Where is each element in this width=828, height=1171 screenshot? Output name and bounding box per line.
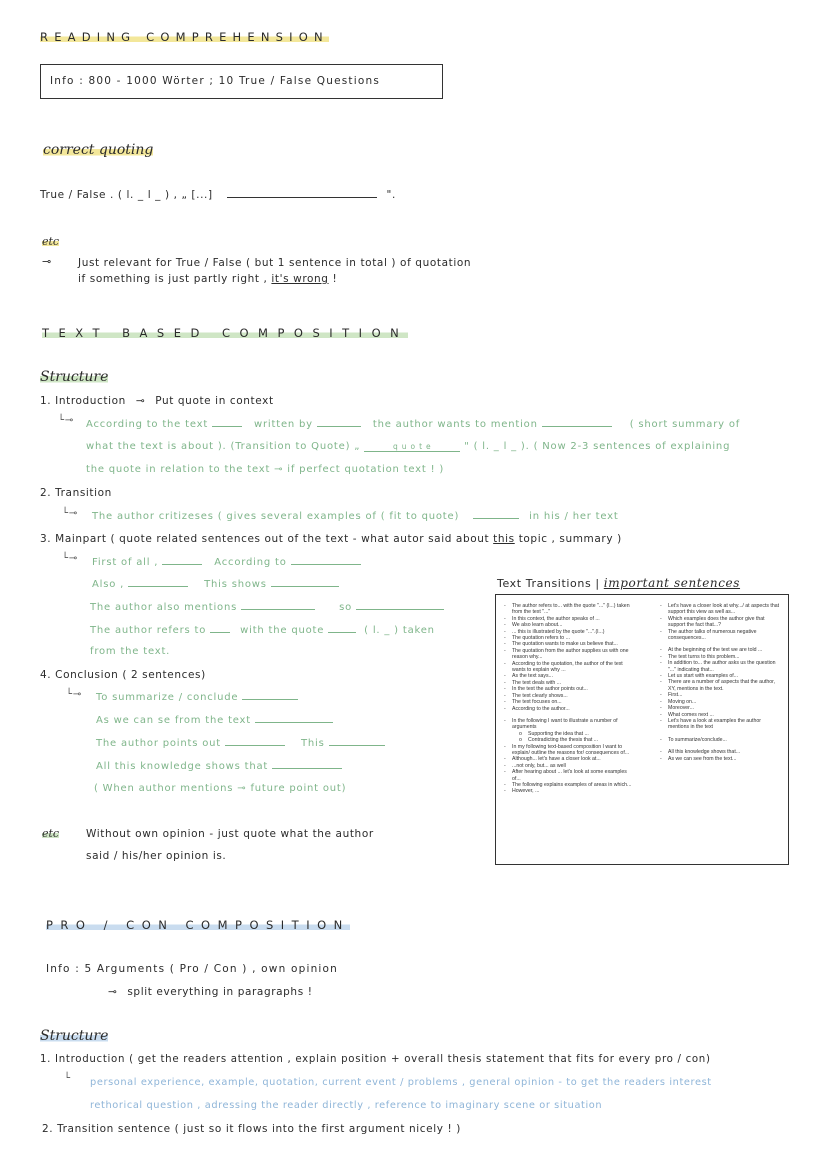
blank <box>162 556 202 565</box>
tbc-main-g5: from the text. <box>90 646 171 657</box>
tbc-intro-note: Put quote in context <box>155 395 274 407</box>
reading-etc-line1: Just relevant for True / False ( but 1 sentence in total ) of quotation <box>78 257 472 269</box>
reading-etc-line2c: ! <box>332 273 338 285</box>
tbc-concl-g3b: This <box>300 738 325 749</box>
transitions-left-list <box>502 603 636 795</box>
quoting-title: correct quoting <box>43 142 154 158</box>
transition-item: - The author talks of numerous negative consequences... <box>658 629 782 642</box>
reading-etc-wrong: it's wrong <box>271 273 329 285</box>
transitions-box <box>495 594 789 865</box>
tbc-intro-g3: the quote in relation to the text ⊸ if perfect quotation text ! ) <box>86 464 445 475</box>
tbc-concl-g1-text: To summarize / conclude <box>96 692 239 703</box>
transition-item: - What comes next ... <box>658 712 782 718</box>
tbc-intro-quote: q u o t e <box>364 442 460 452</box>
quoting-pattern-text: True / False . ( l. _ l _ ) , „ [...] <box>40 189 213 201</box>
blank <box>542 418 612 427</box>
transition-item: - In this context, the author speaks of ... <box>502 616 636 622</box>
reading-etc-label: etc <box>42 235 60 248</box>
transition-item: o Contradicting the thesis that ... <box>502 737 636 743</box>
transition-item: - First... <box>658 692 782 698</box>
tbc-concl-g4 <box>96 760 342 772</box>
transition-item: - We also learn about... <box>502 622 636 628</box>
tbc-etc-line2: said / his/her opinion is. <box>86 850 227 862</box>
transition-item: - ...not only, but... as well <box>502 763 636 769</box>
corner-arrow-icon: └⊸ <box>66 689 82 700</box>
tbc-intro-label <box>40 395 274 407</box>
transitions-title <box>497 576 740 590</box>
tbc-structure-title: Structure <box>40 369 109 385</box>
arrow-icon: ⊸ <box>108 986 118 998</box>
blank <box>242 691 298 700</box>
tbc-concl-g2 <box>96 714 333 726</box>
arrow-icon: ⊸ <box>135 395 146 407</box>
tbc-main-g3a: The author also mentions <box>90 602 238 613</box>
transition-item: - Moving on... <box>658 699 782 705</box>
quoting-blank <box>227 189 377 198</box>
reading-etc-line2 <box>78 273 337 285</box>
tbc-main-g4a: The author refers to <box>90 625 207 636</box>
reading-info: Info : 800 - 1000 Wörter ; 10 True / False Questions <box>50 75 381 87</box>
tbc-main-g4b: with the quote <box>240 625 325 636</box>
transition-item: - Let's have a look at examples the author mentions in the text <box>658 718 782 731</box>
procon-info: Info : 5 Arguments ( Pro / Con ) , own opinion <box>46 963 339 975</box>
tbc-intro-g2b: " ( l. _ l _ ). ( Now 2-3 sentences of explaining <box>464 441 731 452</box>
quoting-pattern <box>40 189 396 201</box>
tbc-etc-label: etc <box>42 827 60 840</box>
transition-item: - The quotation from the author supplies us with one reason why... <box>502 648 636 661</box>
tbc-trans-g1 <box>92 510 619 522</box>
blank <box>241 601 315 610</box>
tbc-heading: TEXT BASED COMPOSITION <box>42 326 409 340</box>
blank <box>329 737 385 746</box>
tbc-intro-g1 <box>86 418 740 430</box>
transition-item: - As the text says... <box>502 673 636 679</box>
tbc-main-label <box>40 533 622 545</box>
transition-item: - The text clearly shows... <box>502 693 636 699</box>
blank <box>210 624 230 633</box>
corner-arrow-icon: └⊸ <box>58 415 74 426</box>
tbc-main-this: this <box>493 533 515 545</box>
corner-arrow-icon: └⊸ <box>62 508 78 519</box>
transition-item: - As we can see from the text... <box>658 756 782 762</box>
tbc-concl-g1 <box>96 691 298 703</box>
transition-item: - At the beginning of the text we are told ... <box>658 647 782 653</box>
tbc-main-g1 <box>92 556 361 568</box>
tbc-intro-g1c: the author wants to mention <box>372 419 538 430</box>
tbc-intro-g1a: According to the text <box>86 419 209 430</box>
tbc-main-label-text: 3. Mainpart ( quote related sentences out of the text - what autor said about <box>40 533 490 545</box>
transition-item: - Moreover... <box>658 705 782 711</box>
reading-etc-line2a: if something is just partly right , <box>78 273 268 285</box>
transition-item: - In the following I want to illustrate a number of arguments <box>502 718 636 731</box>
tbc-main-g3b: so <box>339 602 353 613</box>
transition-item: - The text focuses on... <box>502 699 636 705</box>
tbc-main-end: topic , summary ) <box>518 533 622 545</box>
tbc-concl-g3 <box>96 737 385 749</box>
transition-item: - The quotation wants to make us believe that... <box>502 641 636 647</box>
transition-item: - There are a number of aspects that the author, XY, mentions in the text. <box>658 679 782 692</box>
tbc-trans-g1b: in his / her text <box>529 511 619 522</box>
transition-item: - After hearing about ... let's look at some examples of... <box>502 769 636 782</box>
blank <box>473 510 519 519</box>
blank <box>356 601 444 610</box>
blank <box>272 760 342 769</box>
procon-info-sub <box>108 986 313 998</box>
procon-intro-b2: rethorical question , adressing the reader directly , reference to imaginary scene or situation <box>90 1100 603 1111</box>
tbc-trans-label: 2. Transition <box>40 487 112 499</box>
transition-item: - In addition to... the author asks us the question "..." indicating that... <box>658 660 782 673</box>
transitions-title-b: important sentences <box>603 576 741 590</box>
transition-item: - The text deals with ... <box>502 680 636 686</box>
transition-item: - To summarize/conclude... <box>658 737 782 743</box>
tbc-main-g3 <box>90 601 444 613</box>
procon-heading: PRO / CON COMPOSITION <box>46 918 350 932</box>
transition-item: o Supporting the idea that ... <box>502 731 636 737</box>
tbc-intro-g2a: what the text is about ). (Transition to Quote) „ <box>86 441 361 452</box>
tbc-intro-g1b: written by <box>254 419 313 430</box>
transition-item: - The following explains examples of areas in which... <box>502 782 636 788</box>
transition-item: - Let's have a closer look at why.../ at aspects that support this view as well as... <box>658 603 782 616</box>
tbc-main-g4c: ( l. _ ) taken <box>364 625 435 636</box>
transition-item: - Let us start with examples of... <box>658 673 782 679</box>
tbc-concl-g2-text: As we can se from the text <box>96 715 251 726</box>
tbc-main-g2 <box>92 578 339 590</box>
tbc-main-g4 <box>90 624 435 636</box>
blank <box>271 578 339 587</box>
tbc-concl-g4-text: All this knowledge shows that <box>96 761 269 772</box>
tbc-main-g1b: According to <box>214 557 287 568</box>
transition-item: - The quotation refers to ... <box>502 635 636 641</box>
quoting-end: ". <box>386 189 396 201</box>
blank <box>212 418 242 427</box>
transitions-title-a: Text Transitions | <box>497 577 600 590</box>
transitions-right-list <box>658 603 782 762</box>
procon-info-sub-text: split everything in paragraphs ! <box>127 986 313 998</box>
tbc-main-g2a: Also , <box>92 579 125 590</box>
tbc-etc-line1: Without own opinion - just quote what the author <box>86 828 374 840</box>
transition-item: - According to the author... <box>502 706 636 712</box>
transition-item: - According to the quotation, the author of the text wants to explain why ... <box>502 661 636 674</box>
tbc-main-g1a: First of all , <box>92 557 159 568</box>
transition-item: - However, ... <box>502 788 636 794</box>
corner-arrow-icon: └ <box>64 1073 71 1084</box>
transition-item: - The author refers to... with the quote "..." (l...) taken from the text "..." <box>502 603 636 616</box>
blank <box>317 418 361 427</box>
transition-item: - All this knowledge shows that... <box>658 749 782 755</box>
tbc-concl-g5: ( When author mentions ⊸ future point out) <box>94 783 347 794</box>
blank <box>225 737 285 746</box>
tbc-main-g2b: This shows <box>204 579 267 590</box>
procon-intro-label: 1. Introduction ( get the readers attention , explain position + overall thesis statement that fits for every pro / con) <box>40 1054 711 1065</box>
transition-item: - ... this is illustrated by the quote "...".(l...) <box>502 629 636 635</box>
procon-trans-label: 2. Transition sentence ( just so it flows into the first argument nicely ! ) <box>42 1123 461 1135</box>
reading-heading: READING COMPREHENSION <box>40 30 329 44</box>
tbc-intro-g2 <box>86 441 730 452</box>
corner-arrow-icon: └⊸ <box>62 553 78 564</box>
tbc-intro-label-text: 1. Introduction <box>40 395 126 407</box>
transition-item: - Although... let's have a closer look at... <box>502 756 636 762</box>
procon-structure-title: Structure <box>40 1028 109 1044</box>
blank <box>128 578 188 587</box>
tbc-intro-g1d: ( short summary of <box>629 419 741 430</box>
transition-item: - Which examples does the author give that support the fact that...? <box>658 616 782 629</box>
tbc-trans-g1a: The author critizeses ( gives several examples of ( fit to quote) <box>92 511 460 522</box>
blank <box>291 556 361 565</box>
arrow-icon: ⊸ <box>42 255 52 268</box>
transition-item: - In the text the author points out... <box>502 686 636 692</box>
procon-intro-b1: personal experience, example, quotation, current event / problems , general opinion - to get the readers interest <box>90 1077 712 1088</box>
tbc-concl-g3a: The author points out <box>96 738 221 749</box>
blank <box>255 714 333 723</box>
transition-item: - In my following text-based composition I want to explain/ outline the reasons for/ consequences of... <box>502 744 636 757</box>
tbc-concl-label: 4. Conclusion ( 2 sentences) <box>40 669 206 681</box>
blank <box>328 624 356 633</box>
transition-item: - The text turns to this problem... <box>658 654 782 660</box>
